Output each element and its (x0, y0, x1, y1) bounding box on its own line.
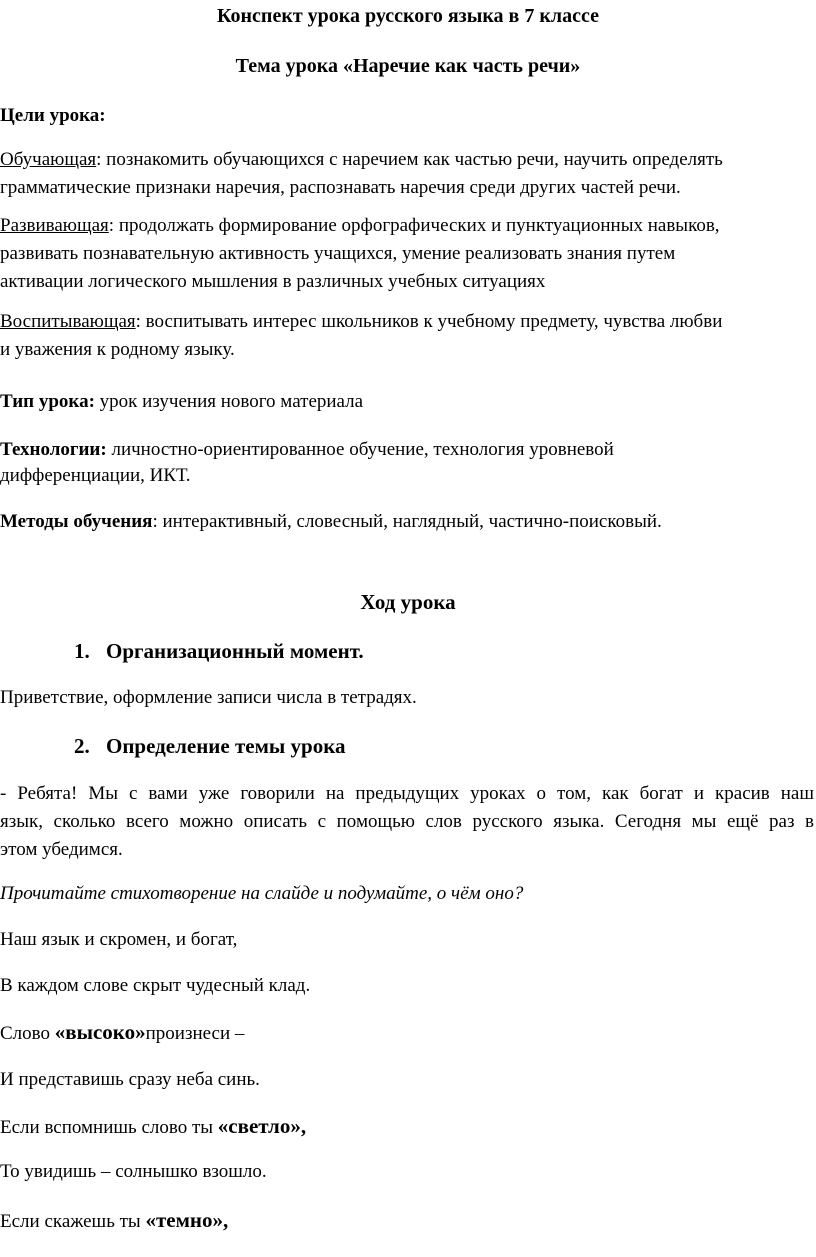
poem-line7 (0, 1206, 816, 1236)
methods (0, 508, 816, 536)
lesson-type (0, 388, 816, 416)
poem-line3-pre: Слово (0, 1023, 55, 1044)
step2-line2: язык, сколько всего можно описать с помощью слов русского языка. Сегодня мы ещё раз в (0, 811, 814, 832)
goal-educational-label: Обучающая (0, 149, 97, 170)
step2-number: 2. (74, 734, 90, 758)
step2-title: Определение темы урока (106, 734, 346, 758)
step1-text: Приветствие, оформление записи числа в тетрадях. (0, 687, 417, 708)
methods-value: : интерактивный, словесный, наглядный, частично-поисковый. (152, 511, 662, 532)
goals-heading: Цели урока: (0, 105, 106, 126)
poem-line7-pre: Если скажешь ты (0, 1211, 146, 1232)
technologies-value1: личностно-ориентированное обучение, технология уровневой (106, 439, 614, 460)
lesson-type-value: урок изучения нового материала (94, 391, 364, 412)
goal-educational-line2: грамматические признаки наречия, распознавать наречия среди других частей речи. (0, 177, 681, 198)
goal-developing-text1: : продолжать формирование орфографических и пунктуационных навыков, (108, 215, 720, 236)
poem-line3 (0, 1018, 816, 1048)
poem-line3-word: «высоко» (54, 1020, 146, 1044)
step1-number: 1. (74, 639, 90, 663)
poem-line6: То увидишь – солнышко взошло. (0, 1161, 267, 1182)
step2-heading (74, 732, 816, 760)
course-heading: Ход урока (360, 590, 456, 614)
technologies-label: Технологии: (0, 439, 107, 460)
step2-line3: этом убедимся. (0, 839, 123, 860)
step2-line1: - Ребята! Мы с вами уже говорили на предыдущих уроках о том, как богат и красив наш (0, 783, 814, 804)
poem-line2: В каждом слове скрыт чудесный клад. (0, 975, 311, 996)
document-title: Конспект урока русского языка в 7 классе (217, 5, 599, 27)
technologies-line2: дифференциации, ИКТ. (0, 465, 191, 486)
goal-educational-text1: : познакомить обучающихся с наречием как частью речи, научить определять (96, 149, 723, 170)
poem-line5-word: «светло», (217, 1114, 307, 1138)
goal-developing-line2: развивать познавательную активность учащихся, умение реализовать знания путем (0, 243, 676, 264)
goal-upbringing-label: Воспитывающая (0, 311, 136, 332)
poem-line1: Наш язык и скромен, и богат, (0, 929, 238, 950)
poem-line7-word: «темно», (145, 1208, 229, 1232)
technologies-line1 (0, 436, 816, 464)
step1-heading (74, 637, 816, 665)
poem-line5 (0, 1112, 816, 1142)
step2-instruction: Прочитайте стихотворение на слайде и подумайте, о чём оно? (0, 883, 524, 904)
goal-upbringing-line1 (0, 308, 816, 336)
poem-line3-post: произнеси – (145, 1023, 245, 1044)
goal-educational-line1 (0, 146, 816, 174)
poem-line5-pre: Если вспомнишь слово ты (0, 1117, 218, 1138)
goal-upbringing-line2: и уважения к родному языку. (0, 339, 235, 360)
methods-label: Методы обучения (0, 511, 153, 532)
goal-developing-label: Развивающая (0, 215, 109, 236)
lesson-topic: Тема урока «Наречие как часть речи» (235, 55, 581, 77)
goal-developing-line1 (0, 212, 816, 240)
goal-upbringing-text1: : воспитывать интерес школьников к учебному предмету, чувства любви (135, 311, 723, 332)
poem-line4: И представишь сразу неба синь. (0, 1069, 260, 1090)
lesson-type-label: Тип урока: (0, 391, 95, 412)
step1-title: Организационный момент. (106, 639, 364, 663)
goal-developing-line3: активации логического мышления в различных учебных ситуациях (0, 271, 546, 292)
